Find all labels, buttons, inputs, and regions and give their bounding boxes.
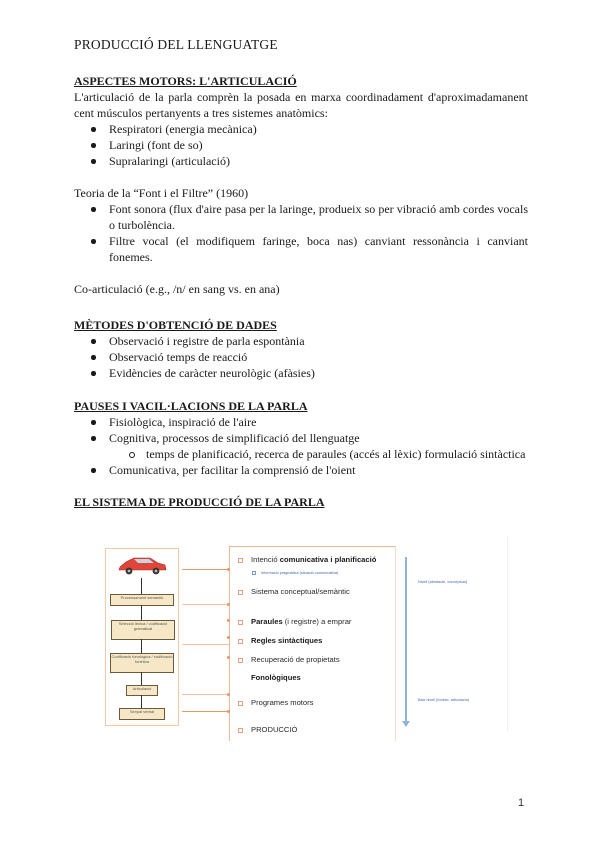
list-item: Font sonora (flux d'aire pasa per la laringe, produeix so per vibració amb cordes vocals o turbolència. bbox=[74, 201, 528, 233]
flowchart-panel bbox=[105, 548, 179, 726]
flowchart-box: Selecció lèxica / codificació gramatical bbox=[111, 620, 175, 640]
square-bullet-icon bbox=[238, 558, 243, 563]
stages-panel bbox=[229, 546, 396, 741]
section-heading: PAUSES I VACIL·LACIONS DE LA PARLA bbox=[74, 399, 308, 413]
page-title: PRODUCCIÓ DEL LLENGUATGE bbox=[74, 37, 278, 52]
list-item: Supralaringi (articulació) bbox=[74, 153, 528, 169]
stage-item: Intenció comunicativa i planificació bbox=[238, 555, 376, 564]
square-bullet-icon bbox=[238, 701, 243, 706]
intro-paragraph: L'articulació de la parla comprèn la posada en marxa coordinadament d'aproximadamanent cent músculos pertanyents a tres sistemes anatòmics: bbox=[74, 90, 528, 120]
section-methods bbox=[74, 317, 528, 381]
speech-production-diagram bbox=[103, 531, 513, 737]
connector-line bbox=[182, 644, 229, 645]
pauses-list bbox=[74, 414, 528, 478]
square-bullet-icon bbox=[252, 571, 256, 575]
section-motors bbox=[74, 73, 528, 297]
flowchart-box: Articulació bbox=[126, 685, 158, 696]
list-item: Fisiològica, inspiració de l'aire bbox=[74, 414, 528, 430]
side-label-high: Nivell (abstracte, conceptual) bbox=[418, 580, 467, 584]
theory-line: Teoria de la “Font i el Filtre” (1960) bbox=[74, 186, 249, 200]
sub-list-item: temps de planificació, recerca de paraules (accés al lèxic) formulació sintàctica bbox=[74, 446, 528, 462]
list-item: Laringi (font de so) bbox=[74, 137, 528, 153]
square-bullet-icon bbox=[238, 590, 243, 595]
stage-item: Programes motors bbox=[238, 698, 313, 707]
square-bullet-icon bbox=[238, 620, 243, 625]
section-heading: ASPECTES MOTORS: L'ARTICULACIÓ bbox=[74, 74, 297, 88]
list-item: Filtre vocal (el modifiquem faringe, boca nas) canviant ressonància i canviant fonemes. bbox=[74, 233, 528, 265]
stage-item-continued: Fonològiques bbox=[251, 673, 301, 682]
section-pauses bbox=[74, 398, 528, 510]
square-bullet-icon bbox=[238, 639, 243, 644]
list-item: Comunicativa, per facilitar la comprensió de l'oient bbox=[74, 462, 528, 478]
connector-line bbox=[182, 569, 229, 570]
methods-list bbox=[74, 333, 528, 381]
stage-item: PRODUCCIÓ bbox=[238, 725, 297, 734]
list-item: Evidències de caràcter neurològic (afàsies) bbox=[74, 365, 528, 381]
stage-item: Recuperació de propietats bbox=[238, 655, 340, 664]
list-item: Cognitiva, processos de simplificació del llenguatge bbox=[74, 430, 528, 446]
side-label-low: Baix nivell (fonètic, articulació) bbox=[418, 698, 470, 702]
coarticulation-line: Co-articulació (e.g., /n/ en sang vs. en ana) bbox=[74, 282, 280, 296]
section-heading: MÈTODES D'OBTENCIÓ DE DADES bbox=[74, 318, 277, 332]
list-item: Observació temps de reacció bbox=[74, 349, 528, 365]
stage-sub-item: Informació pragmàtica (situació comunicativa) bbox=[252, 571, 338, 575]
page-number: 1 bbox=[518, 797, 525, 809]
square-bullet-icon bbox=[238, 658, 243, 663]
anatomic-systems-list bbox=[74, 121, 528, 169]
connector-line bbox=[182, 604, 229, 605]
list-item: Observació i registre de parla espontània bbox=[74, 333, 528, 349]
stage-item: Regles sintàctiques bbox=[238, 636, 322, 645]
connector-line bbox=[182, 694, 229, 695]
car-image bbox=[116, 553, 168, 577]
flowchart-box: Processament semàntic bbox=[110, 594, 174, 606]
connector-line bbox=[182, 711, 229, 712]
theory-list bbox=[74, 201, 528, 265]
stage-item: Paraules (i registre) a emprar bbox=[238, 617, 351, 626]
list-item: Respiratori (energia mecànica) bbox=[74, 121, 528, 137]
stage-item: Sistema conceptual/semàntic bbox=[238, 587, 350, 596]
square-bullet-icon bbox=[238, 728, 243, 733]
level-arrow-icon bbox=[405, 557, 407, 722]
section-heading-system: EL SISTEMA DE PRODUCCIÓ DE LA PARLA bbox=[74, 495, 325, 509]
flowchart-box: Senyal verbal bbox=[119, 708, 165, 720]
flowchart-box: Codificació fonològica / codificació fonètica bbox=[110, 653, 174, 673]
